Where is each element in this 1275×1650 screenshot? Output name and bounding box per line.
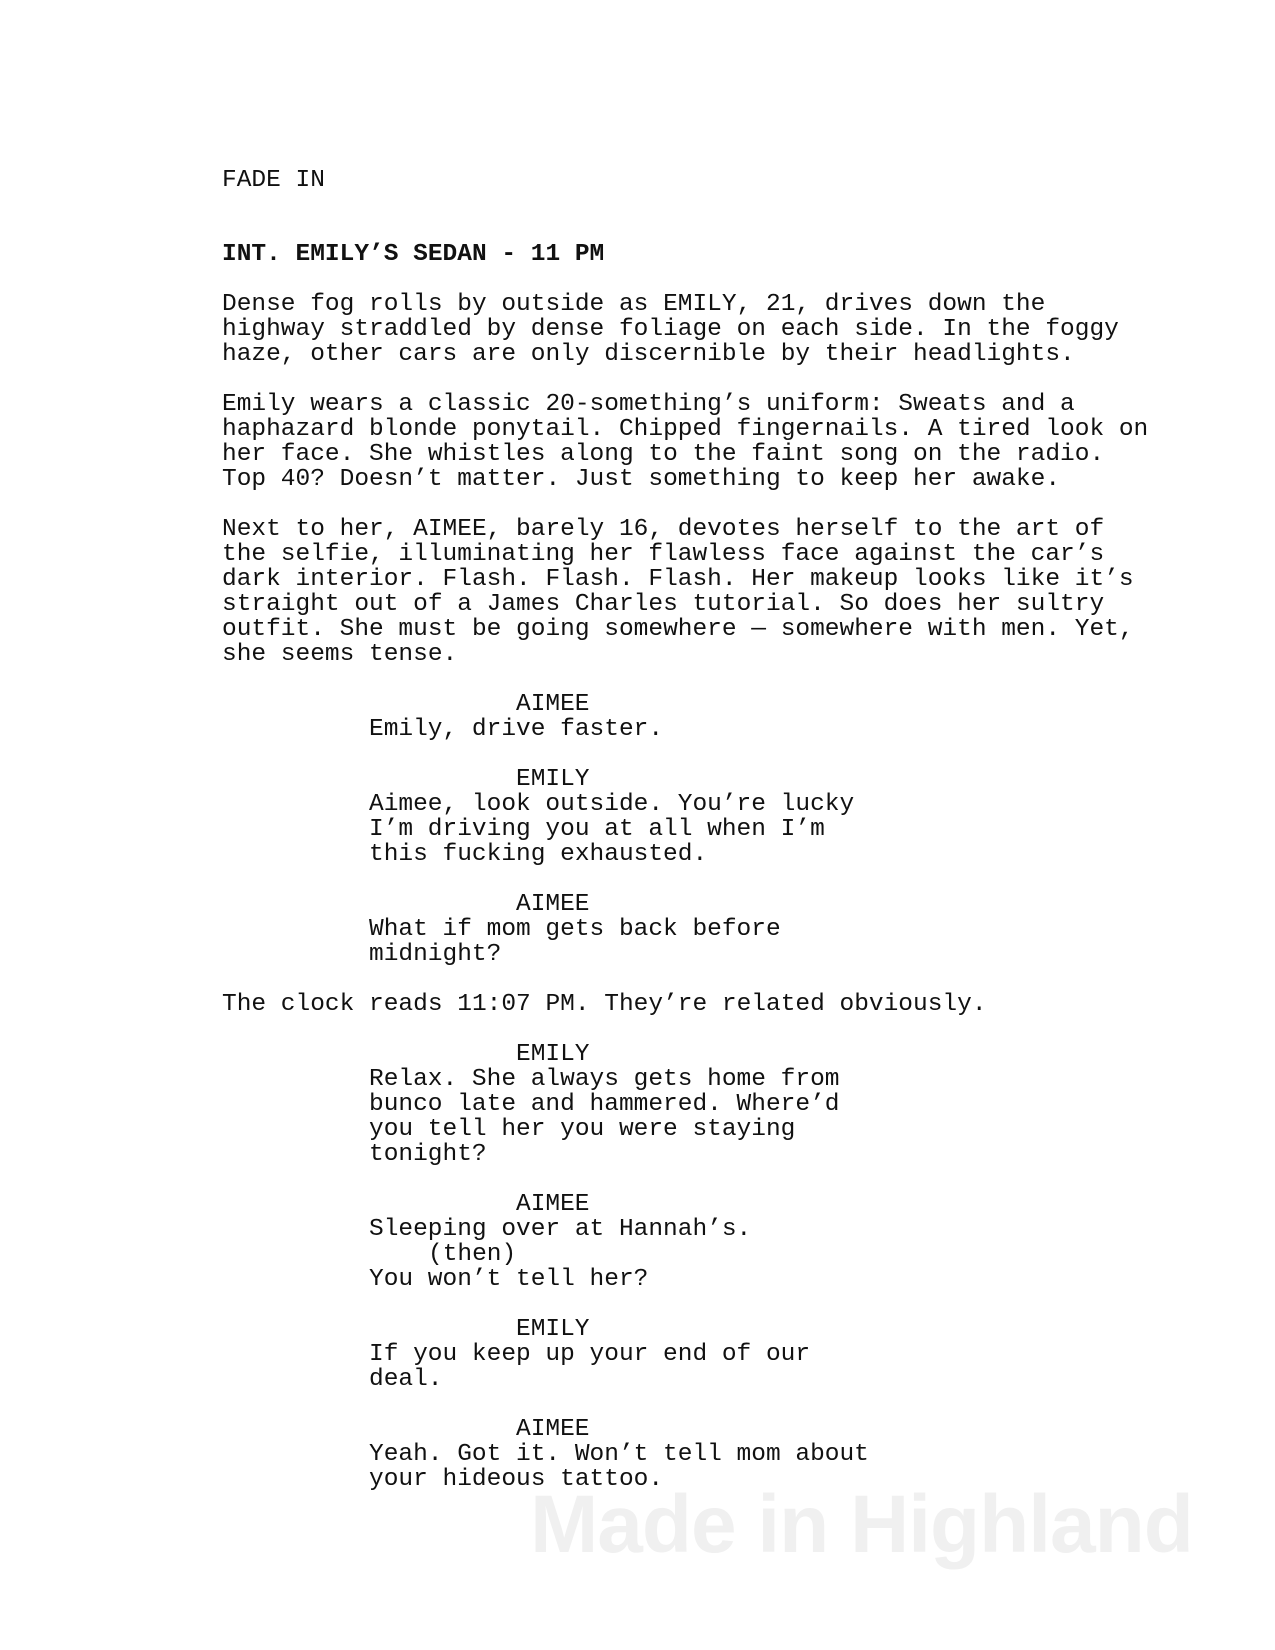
dialogue-line: tonight? (369, 1141, 487, 1168)
dialogue-line: deal. (369, 1366, 443, 1393)
character-name: AIMEE (516, 1416, 590, 1443)
dialogue-line: I’m driving you at all when I’m (369, 816, 825, 843)
dialogue-line: Sleeping over at Hannah’s. (369, 1216, 752, 1243)
watermark: Made in Highland (530, 1479, 1193, 1570)
action-line: highway straddled by dense foliage on each side. In the foggy (222, 316, 1119, 343)
dialogue-line: midnight? (369, 941, 502, 968)
dialogue-line: bunco late and hammered. Where’d (369, 1091, 840, 1118)
action-line: dark interior. Flash. Flash. Flash. Her makeup looks like it’s (222, 566, 1134, 593)
transition: FADE IN (222, 167, 325, 194)
dialogue-line: you tell her you were staying (369, 1116, 796, 1143)
dialogue-line: Relax. She always gets home from (369, 1066, 840, 1093)
action-line: Top 40? Doesn’t matter. Just something to keep her awake. (222, 466, 1061, 493)
character-name: EMILY (516, 766, 590, 793)
dialogue-line: your hideous tattoo. (369, 1466, 664, 1493)
action-line: the selfie, illuminating her flawless face against the car’s (222, 541, 1105, 568)
dialogue-line: Yeah. Got it. Won’t tell mom about (369, 1441, 869, 1468)
action-line: Emily wears a classic 20-something’s uniform: Sweats and a (222, 391, 1075, 418)
action-line: she seems tense. (222, 641, 458, 668)
character-name: EMILY (516, 1041, 590, 1068)
dialogue-line: What if mom gets back before (369, 916, 781, 943)
character-name: AIMEE (516, 891, 590, 918)
character-name: AIMEE (516, 691, 590, 718)
action-line: haze, other cars are only discernible by their headlights. (222, 341, 1075, 368)
action-line: outfit. She must be going somewhere — somewhere with men. Yet, (222, 616, 1134, 643)
action-line: haphazard blonde ponytail. Chipped fingernails. A tired look on (222, 416, 1149, 443)
dialogue-line: this fucking exhausted. (369, 841, 708, 868)
action-line: Next to her, AIMEE, barely 16, devotes herself to the art of (222, 516, 1105, 543)
action-line: Dense fog rolls by outside as EMILY, 21, drives down the (222, 291, 1046, 318)
dialogue-line: Aimee, look outside. You’re lucky (369, 791, 855, 818)
parenthetical: (then) (428, 1241, 517, 1268)
action-line: her face. She whistles along to the faint song on the radio. (222, 441, 1105, 468)
dialogue-line: If you keep up your end of our (369, 1341, 811, 1368)
action-line: The clock reads 11:07 PM. They’re related obviously. (222, 991, 987, 1018)
action-line: straight out of a James Charles tutorial. So does her sultry (222, 591, 1105, 618)
dialogue-line: Emily, drive faster. (369, 716, 664, 743)
character-name: AIMEE (516, 1191, 590, 1218)
dialogue-line: You won’t tell her? (369, 1266, 649, 1293)
character-name: EMILY (516, 1316, 590, 1343)
scene-heading: INT. EMILY’S SEDAN - 11 PM (222, 241, 605, 268)
